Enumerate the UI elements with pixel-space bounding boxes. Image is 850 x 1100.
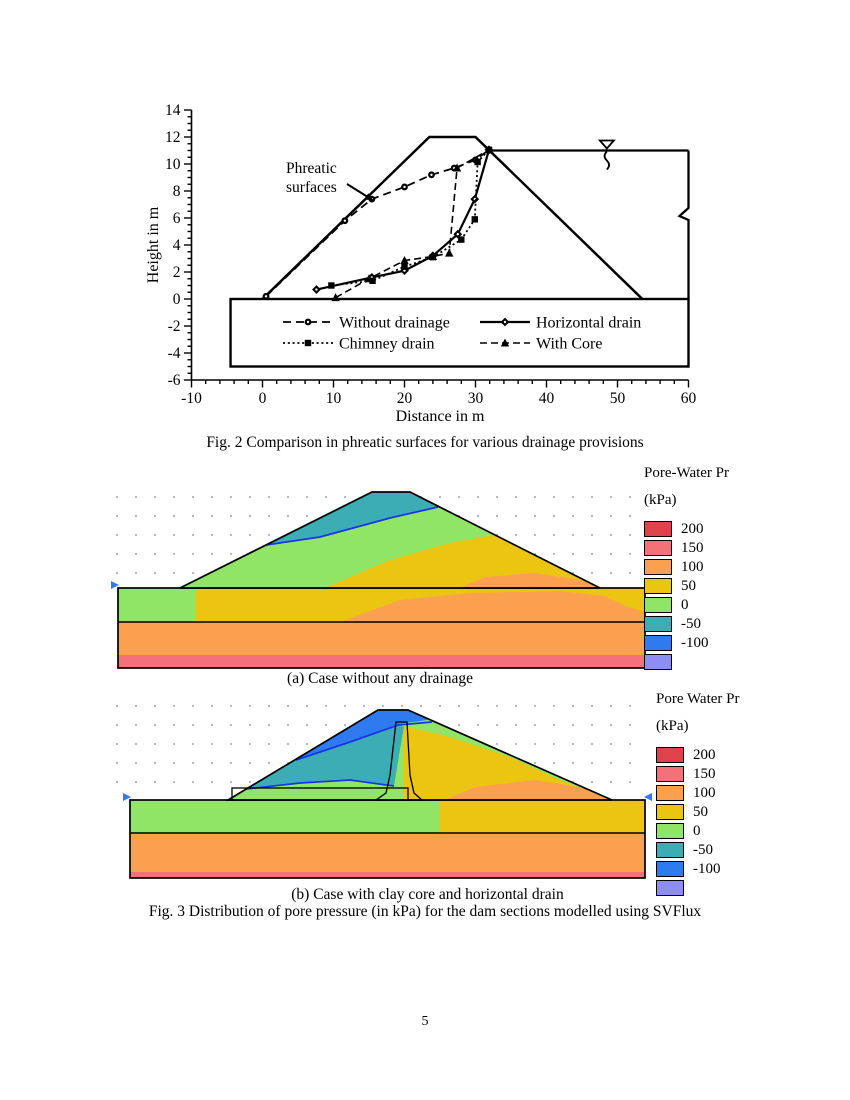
y-tick-label: -4: [167, 345, 181, 362]
y-tick-label: 6: [172, 210, 181, 227]
contour-shape: [440, 800, 645, 833]
boundary-break-icon: [680, 151, 689, 300]
legend-swatch: [644, 616, 672, 632]
y-tick-label: -6: [167, 372, 181, 389]
legend-value: 200: [681, 520, 704, 537]
legend-swatch: [644, 578, 672, 594]
x-axis-title: Distance in m: [395, 408, 485, 425]
x-tick-label: 0: [258, 390, 267, 407]
legend-rows: [656, 745, 740, 897]
legend-value: -50: [693, 841, 713, 858]
legend-value: 0: [693, 822, 701, 839]
legend-item-150: [656, 764, 740, 783]
contour-shape: [118, 655, 645, 668]
legend-swatch: [644, 559, 672, 575]
legend-swatch: [644, 540, 672, 556]
legend-value: 100: [693, 784, 716, 801]
y-tick-label: 2: [172, 264, 181, 281]
fig3b-legend: [656, 690, 740, 897]
legend-swatch: [644, 521, 672, 537]
legend-swatch: [656, 842, 684, 858]
annotation-phreatic: Phreatic: [286, 160, 337, 177]
legend-item-0: [656, 821, 740, 840]
fig3b-caption: (b) Case with clay core and horizontal drain: [291, 886, 564, 903]
legend-rows: [644, 519, 729, 671]
legend-item-150: [644, 538, 729, 557]
y-tick-label: 4: [172, 237, 181, 254]
legend-swatch: [644, 597, 672, 613]
legend-swatch: [644, 635, 672, 651]
legend-units: (kPa): [656, 718, 689, 734]
legend-item-50: [656, 802, 740, 821]
fig3a-legend: [644, 464, 729, 671]
legend-item-100: [656, 783, 740, 802]
legend-item-blank: [644, 652, 729, 671]
legend-swatch: [656, 785, 684, 801]
water-level-icon: [600, 141, 614, 149]
legend-title: Pore Water Pr: [656, 691, 740, 707]
legend-swatch: [656, 766, 684, 782]
fig2-legend-label: Without drainage: [339, 314, 450, 332]
legend-item-50: [644, 576, 729, 595]
contour-shape: [130, 872, 645, 878]
legend-swatch: [656, 823, 684, 839]
x-tick-label: 10: [325, 390, 342, 407]
fig3b-contour-plot: [105, 695, 655, 910]
y-tick-label: 14: [165, 102, 181, 119]
series-with-core: [336, 150, 489, 298]
foundation-box: [231, 299, 689, 367]
legend-swatch: [656, 804, 684, 820]
legend-value: 50: [693, 803, 708, 820]
y-tick-label: 8: [172, 183, 181, 200]
legend-units: (kPa): [644, 492, 677, 508]
legend-value: -100: [693, 860, 721, 877]
legend-value: 0: [681, 596, 689, 613]
legend-item-200: [656, 745, 740, 764]
legend-item-200: [644, 519, 729, 538]
x-tick-label: 30: [467, 390, 484, 407]
y-tick-label: 12: [165, 129, 181, 146]
legend-item-100: [644, 557, 729, 576]
legend-swatch: [656, 747, 684, 763]
fig2-phreatic-chart: [140, 95, 710, 440]
contour-shape: [130, 833, 645, 872]
legend-title: Pore-Water Pr: [644, 465, 730, 481]
legend-value: 50: [681, 577, 696, 594]
y-tick-label: -2: [167, 318, 181, 335]
legend-value: 150: [681, 539, 704, 556]
contour-shape: [118, 588, 196, 622]
y-tick-label: 0: [172, 291, 181, 308]
x-tick-label: 50: [609, 390, 626, 407]
y-axis-title: Height in m: [145, 206, 162, 284]
legend-item--50: [656, 840, 740, 859]
x-tick-label: -10: [181, 390, 202, 407]
page-number: 5: [421, 1014, 429, 1029]
legend-value: -100: [681, 634, 709, 651]
legend-swatch: [644, 654, 672, 670]
fig2-legend-label: Horizontal drain: [536, 314, 642, 332]
legend-item--50: [644, 614, 729, 633]
fig3a-contour-plot: [105, 460, 655, 675]
fig2-legend-label: Chimney drain: [339, 335, 435, 353]
x-tick-label: 20: [396, 390, 413, 407]
legend-swatch: [656, 861, 684, 877]
legend-value: 150: [693, 765, 716, 782]
water-squiggle-icon: [605, 152, 610, 170]
legend-item-0: [644, 595, 729, 614]
contour-shape: [118, 622, 645, 655]
legend-item--100: [644, 633, 729, 652]
x-tick-label: 40: [538, 390, 555, 407]
legend-value: -50: [681, 615, 701, 632]
fig2-caption: Fig. 2 Comparison in phreatic surfaces for various drainage provisions: [206, 434, 644, 451]
fig2-legend-label: With Core: [536, 335, 603, 353]
y-tick-label: 10: [165, 156, 181, 173]
legend-value: 100: [681, 558, 704, 575]
annotation-surfaces: surfaces: [286, 179, 337, 196]
legend-item--100: [656, 859, 740, 878]
fig3a-caption: (a) Case without any drainage: [287, 670, 473, 687]
legend-value: 200: [693, 746, 716, 763]
contour-shape: [130, 800, 440, 833]
x-tick-label: 60: [680, 390, 697, 407]
fig3-caption: Fig. 3 Distribution of pore pressure (in kPa) for the dam sections modelled using SVFlux: [148, 903, 702, 920]
